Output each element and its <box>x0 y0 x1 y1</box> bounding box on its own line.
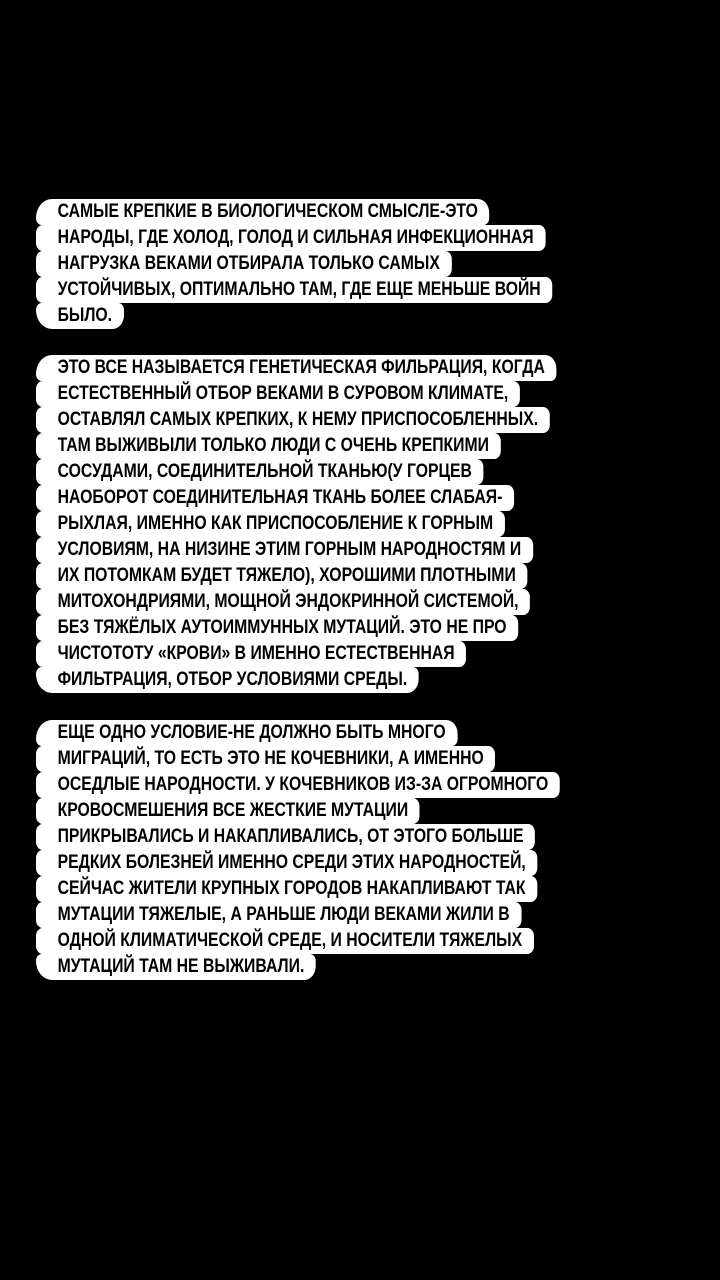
text-line: ЕЩЕ ОДНО УСЛОВИЕ-НЕ ДОЛЖНО БЫТЬ МНОГО <box>36 720 457 746</box>
text-line: МУТАЦИИ ТЯЖЕЛЫЕ, А РАНЬШЕ ЛЮДИ ВЕКАМИ ЖИЛИ В <box>36 902 521 928</box>
text-line: РЫХЛАЯ, ИМЕННО КАК ПРИСПОСОБЛЕНИЕ К ГОРНЫМ <box>36 511 505 537</box>
text-line: ЕСТЕСТВЕННЫЙ ОТБОР ВЕКАМИ В СУРОВОМ КЛИМАТЕ, <box>36 381 520 407</box>
text-line: НАГРУЗКА ВЕКАМИ ОТБИРАЛА ТОЛЬКО САМЫХ <box>36 251 451 277</box>
text-block-3 <box>36 720 667 980</box>
text-line: ОДНОЙ КЛИМАТИЧЕСКОЙ СРЕДЕ, И НОСИТЕЛИ ТЯЖЕЛЫХ <box>36 928 534 954</box>
text-line: НАРОДЫ, ГДЕ ХОЛОД, ГОЛОД И СИЛЬНАЯ ИНФЕКЦИОННАЯ <box>36 225 545 251</box>
text-line: ПРИКРЫВАЛИСЬ И НАКАПЛИВАЛИСЬ, ОТ ЭТОГО БОЛЬШЕ <box>36 824 535 850</box>
text-line: МУТАЦИЙ ТАМ НЕ ВЫЖИВАЛИ. <box>36 954 316 980</box>
text-line: РЕДКИХ БОЛЕЗНЕЙ ИМЕННО СРЕДИ ЭТИХ НАРОДНОСТЕЙ, <box>36 850 537 876</box>
text-line: МИГРАЦИЙ, ТО ЕСТЬ ЭТО НЕ КОЧЕВНИКИ, А ИМЕННО <box>36 746 495 772</box>
text-line: ЧИСТОТОТУ «КРОВИ» В ИМЕННО ЕСТЕСТВЕННАЯ <box>36 641 466 667</box>
text-line: БЕЗ ТЯЖЁЛЫХ АУТОИММУННЫХ МУТАЦИЙ. ЭТО НЕ ПРО <box>36 615 518 641</box>
text-line: ОСТАВЛЯЛ САМЫХ КРЕПКИХ, К НЕМУ ПРИСПОСОБЛЕННЫХ. <box>36 407 550 433</box>
text-line: ФИЛЬТРАЦИЯ, ОТБОР УСЛОВИЯМИ СРЕДЫ. <box>36 667 419 693</box>
text-line: МИТОХОНДРИЯМИ, МОЩНОЙ ЭНДОКРИННОЙ СИСТЕМОЙ, <box>36 589 530 615</box>
text-block-1 <box>36 199 658 329</box>
text-line: ТАМ ВЫЖИВЫЛИ ТОЛЬКО ЛЮДИ С ОЧЕНЬ КРЕПКИМИ <box>36 433 501 459</box>
text-block-2 <box>36 355 663 693</box>
text-line: ИХ ПОТОМКАМ БУДЕТ ТЯЖЕЛО), ХОРОШИМИ ПЛОТНЫМИ <box>36 563 527 589</box>
text-line: ОСЕДЛЫЕ НАРОДНОСТИ. У КОЧЕВНИКОВ ИЗ-ЗА ОГРОМНОГО <box>36 772 560 798</box>
text-line: УСТОЙЧИВЫХ, ОПТИМАЛЬНО ТАМ, ГДЕ ЕЩЕ МЕНЬШЕ ВОЙН <box>36 277 552 303</box>
text-line: СОСУДАМИ, СОЕДИНИТЕЛЬНОЙ ТКАНЬЮ(У ГОРЦЕВ <box>36 459 484 485</box>
text-line: БЫЛО. <box>36 303 124 329</box>
text-line: КРОВОСМЕШЕНИЯ ВСЕ ЖЕСТКИЕ МУТАЦИИ <box>36 798 420 824</box>
text-line: САМЫЕ КРЕПКИЕ В БИОЛОГИЧЕСКОМ СМЫСЛЕ-ЭТО <box>36 199 490 225</box>
text-line: ЭТО ВСЕ НАЗЫВАЕТСЯ ГЕНЕТИЧЕСКАЯ ФИЛЬРАЦИЯ, КОГДА <box>36 355 557 381</box>
text-line: НАОБОРОТ СОЕДИНИТЕЛЬНАЯ ТКАНЬ БОЛЕЕ СЛАБАЯ- <box>36 485 514 511</box>
text-line: СЕЙЧАС ЖИТЕЛИ КРУПНЫХ ГОРОДОВ НАКАПЛИВАЮТ ТАК <box>36 876 537 902</box>
text-line: УСЛОВИЯМ, НА НИЗИНЕ ЭТИМ ГОРНЫМ НАРОДНОСТЯМ И <box>36 537 533 563</box>
